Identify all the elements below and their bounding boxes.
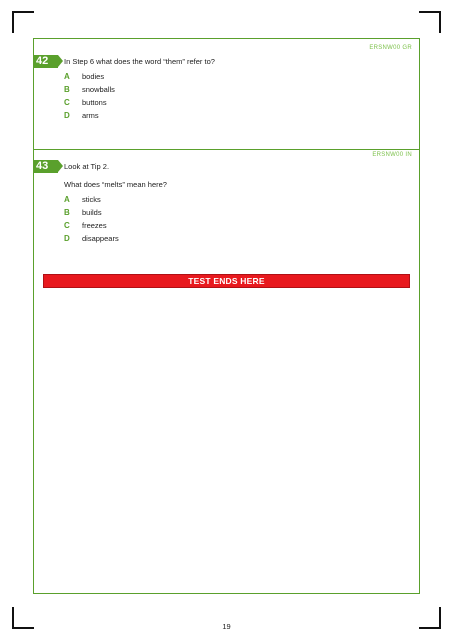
question-divider <box>33 149 420 150</box>
page-number: 19 <box>222 622 231 631</box>
test-ends-banner: TEST ENDS HERE <box>43 274 410 288</box>
option-letter: C <box>64 98 70 107</box>
option-letter: B <box>64 85 70 94</box>
option-text: bodies <box>82 72 105 81</box>
item-code: ERSNW00 GR <box>369 45 412 51</box>
option-letter: C <box>64 221 70 230</box>
option-letter: D <box>64 111 70 120</box>
crop-mark-top-right <box>419 11 441 13</box>
option-text: builds <box>82 208 102 217</box>
answer-option[interactable] <box>64 208 102 217</box>
option-letter: A <box>64 72 70 81</box>
question-stem: In Step 6 what does the word “them” refer to? <box>64 57 215 66</box>
answer-option[interactable] <box>64 195 101 204</box>
answer-option[interactable] <box>64 234 119 243</box>
crop-mark-top-left <box>12 11 14 33</box>
option-text: freezes <box>82 221 107 230</box>
question-intro: Look at Tip 2. <box>64 162 110 171</box>
option-text: disappears <box>82 234 119 243</box>
option-text: arms <box>82 111 99 120</box>
question-number: 42 <box>33 55 58 68</box>
option-text: snowballs <box>82 85 115 94</box>
option-letter: B <box>64 208 70 217</box>
question-number: 43 <box>33 160 58 173</box>
option-text: sticks <box>82 195 101 204</box>
option-text: buttons <box>82 98 107 107</box>
option-letter: A <box>64 195 70 204</box>
answer-option[interactable] <box>64 221 107 230</box>
page-frame <box>33 38 420 594</box>
crop-mark-top-right <box>439 11 441 33</box>
item-code: ERSNW00 IN <box>372 152 412 158</box>
crop-mark-top-left <box>12 11 34 13</box>
answer-option[interactable] <box>64 111 99 120</box>
answer-option[interactable] <box>64 72 104 81</box>
option-letter: D <box>64 234 70 243</box>
question-stem: What does “melts” mean here? <box>64 180 167 189</box>
answer-option[interactable] <box>64 85 115 94</box>
answer-option[interactable] <box>64 98 107 107</box>
